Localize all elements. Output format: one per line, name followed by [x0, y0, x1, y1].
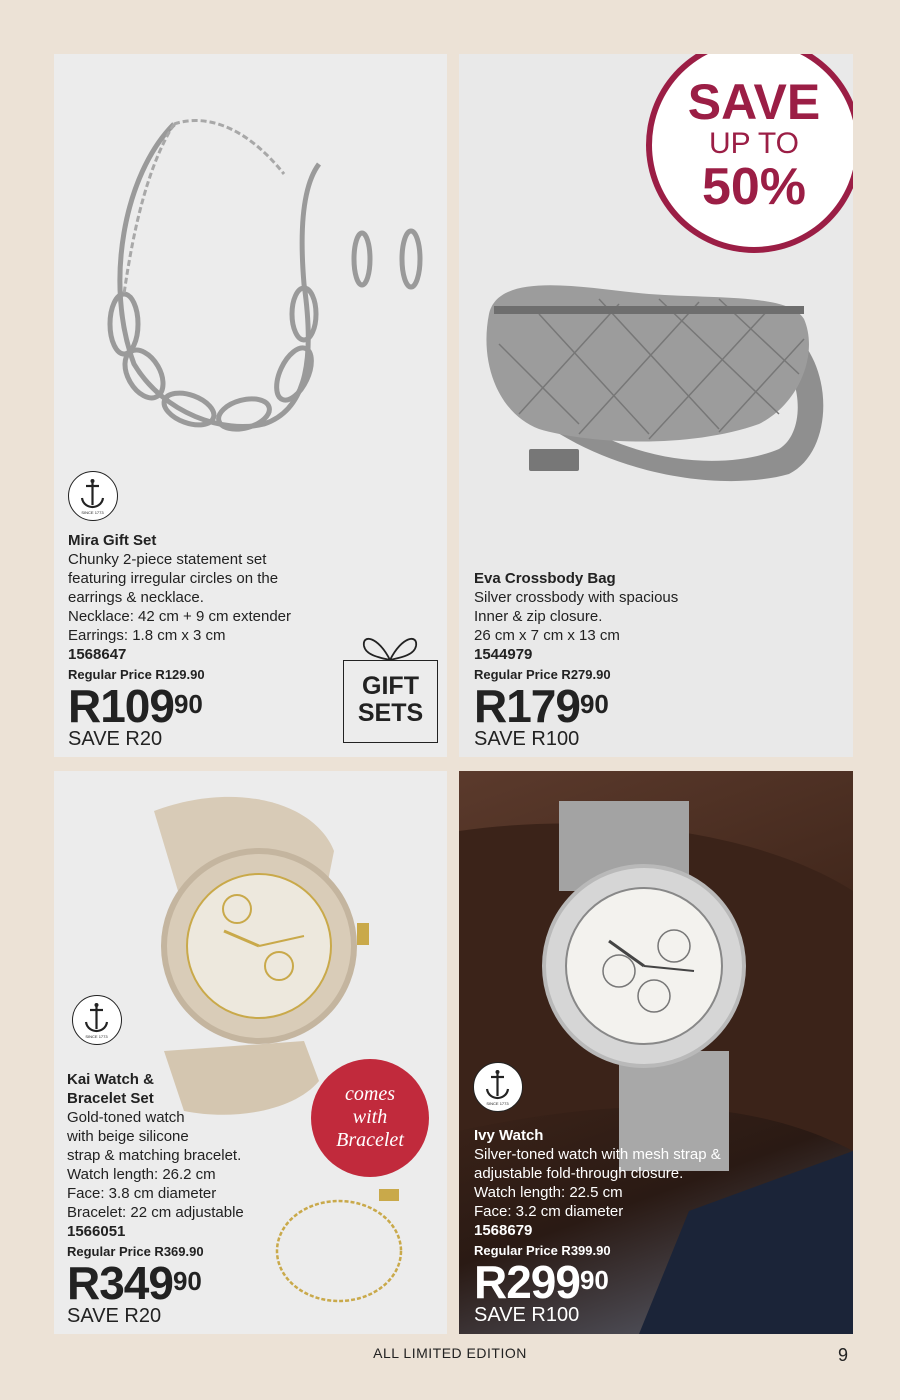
product-name-line-2: Bracelet Set: [67, 1090, 154, 1107]
badge-save-text: SAVE: [687, 74, 821, 130]
product-name: Ivy Watch: [474, 1127, 544, 1144]
comes-with-bracelet-bubble: [311, 1059, 429, 1177]
save-amount: SAVE R100: [474, 728, 580, 750]
anchor-logo-icon: [473, 1062, 523, 1112]
product-desc-line: Silver-toned watch with mesh strap &: [474, 1146, 721, 1163]
bubble-line-2: with: [352, 1106, 388, 1128]
product-name-line-1: Kai Watch &: [67, 1071, 154, 1088]
product-name: Eva Crossbody Bag: [474, 570, 616, 587]
product-desc-line: Face: 3.8 cm diameter: [67, 1185, 217, 1202]
since-label: SINCE 1773: [486, 1101, 509, 1106]
bubble-line-1: comes: [345, 1083, 395, 1105]
regular-price: Regular Price R129.90: [68, 667, 205, 682]
product-desc-line: Watch length: 22.5 cm: [474, 1184, 623, 1201]
necklace-image: [54, 54, 447, 474]
product-desc-line: Chunky 2-piece statement set: [68, 551, 267, 568]
bubble-line-3: Bracelet: [336, 1129, 404, 1151]
eva-product-info: [474, 569, 678, 750]
save-amount: SAVE R100: [474, 1304, 580, 1326]
product-desc-line: Face: 3.2 cm diameter: [474, 1203, 624, 1220]
footer-label: ALL LIMITED EDITION: [373, 1345, 527, 1361]
anchor-logo-icon: [72, 995, 122, 1045]
sale-price: $R299^{90}$: [474, 1256, 609, 1308]
product-desc-line: Gold-toned watch: [67, 1109, 185, 1126]
gold-bracelet-image: [264, 1181, 424, 1311]
product-desc-line: Silver crossbody with spacious: [474, 589, 679, 606]
sale-price: $R179^{90}$: [474, 680, 609, 732]
sale-price: $R109^{90}$: [68, 680, 203, 732]
kai-product-info: [67, 1070, 244, 1327]
product-desc-line: with beige silicone: [67, 1128, 189, 1145]
save-amount: SAVE R20: [68, 728, 163, 750]
page-number: 9: [837, 1345, 848, 1365]
product-desc-line: adjustable fold-through closure.: [474, 1165, 684, 1182]
product-code: 1568647: [68, 646, 127, 663]
product-desc-line: earrings & necklace.: [68, 589, 204, 606]
gift-line-1: GIFT: [362, 672, 419, 700]
product-code: 1566051: [67, 1223, 126, 1240]
regular-price: Regular Price R399.90: [474, 1243, 611, 1258]
ivy-product-info: [474, 1126, 721, 1326]
product-desc-line: 26 cm x 7 cm x 13 cm: [474, 627, 620, 644]
gift-line-2: SETS: [357, 699, 424, 727]
sale-price: $R349^{90}$: [67, 1257, 202, 1309]
product-desc-line: Necklace: 42 cm + 9 cm extender: [68, 608, 292, 625]
regular-price: Regular Price R279.90: [474, 667, 611, 682]
gift-bow-icon: [358, 626, 422, 662]
product-desc-line: Watch length: 26.2 cm: [67, 1166, 216, 1183]
product-desc-line: Earrings: 1.8 cm x 3 cm: [68, 627, 226, 644]
product-desc-line: Inner & zip closure.: [474, 608, 603, 625]
product-desc-line: Bracelet: 22 cm adjustable: [67, 1204, 244, 1221]
product-desc-line: featuring irregular circles on the: [68, 570, 279, 587]
since-label: SINCE 1773: [81, 510, 104, 515]
since-label: SINCE 1773: [85, 1034, 108, 1039]
badge-percent-text: 50%: [701, 158, 807, 216]
anchor-logo-icon: [68, 471, 118, 521]
regular-price: Regular Price R369.90: [67, 1244, 204, 1259]
product-code: 1544979: [474, 646, 533, 663]
gift-sets-box: [343, 660, 438, 743]
mira-product-info: [68, 531, 291, 750]
save-amount: SAVE R20: [67, 1305, 162, 1327]
product-desc-line: strap & matching bracelet.: [67, 1147, 242, 1164]
product-name: Mira Gift Set: [68, 532, 157, 549]
badge-up-to-text: UP TO: [708, 127, 800, 160]
product-code: 1568679: [474, 1222, 533, 1239]
